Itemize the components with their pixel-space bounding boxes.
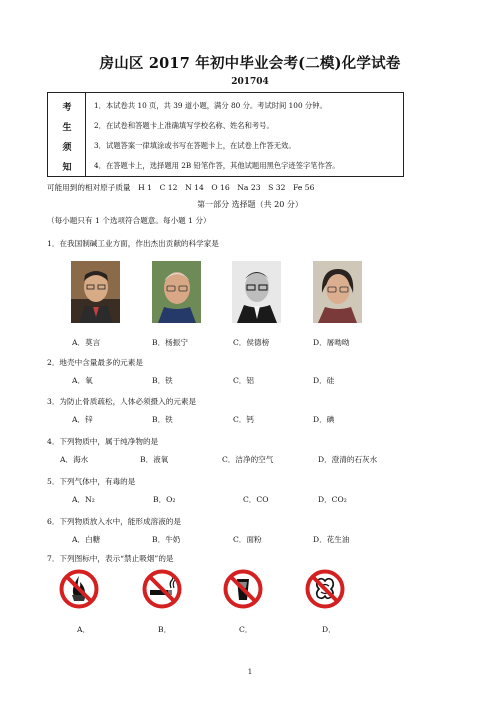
exam-title: 房山区 2017 年初中毕业会考(二模)化学试卷 — [99, 55, 401, 72]
q3-option-c: C．钙 — [233, 415, 254, 424]
question-6-stem: 6．下列物质放入水中，能形成溶液的是 — [47, 517, 181, 526]
notice-item: 4．在答题卡上，选择题用 2B 铅笔作答，其他试题用黑色字迹签字笔作答。 — [94, 161, 340, 170]
q1-option-a: A．莫言 — [72, 338, 101, 347]
q3-option-d: D．碘 — [313, 415, 335, 424]
page-number: 1 — [247, 668, 253, 676]
no-hazard-icon — [304, 568, 346, 610]
q6-option-a: A．白糖 — [72, 535, 101, 544]
exam-date: 201704 — [231, 77, 269, 87]
q4-option-a: A．海水 — [60, 455, 89, 464]
question-4-stem: 4．下列物质中，属于纯净物的是 — [47, 437, 159, 446]
q7-option-c: C． — [239, 625, 253, 634]
q5-option-b: B．O₂ — [153, 495, 176, 504]
question-3-stem: 3．为防止骨质疏松，人体必须摄入的元素是 — [47, 397, 197, 406]
no-smoking-icon — [141, 568, 183, 610]
q7-option-b: B． — [158, 625, 172, 634]
q4-option-d: D．澄清的石灰水 — [318, 455, 378, 464]
q7-option-a: A． — [77, 625, 91, 634]
notice-label-char: 考 — [62, 103, 72, 113]
question-5-stem: 5．下列气体中，有毒的是 — [47, 477, 136, 486]
portrait-mo-yan — [71, 261, 120, 323]
q2-option-c: C．铝 — [233, 376, 254, 385]
q2-option-a: A．氧 — [72, 376, 93, 385]
q4-option-c: C．洁净的空气 — [222, 455, 274, 464]
q4-option-b: B．液氧 — [140, 455, 169, 464]
q3-option-a: A．锌 — [72, 415, 93, 424]
q5-option-a: A．N₂ — [72, 495, 95, 504]
q2-option-d: D．硅 — [313, 376, 335, 385]
q1-option-b: B．杨振宁 — [152, 338, 188, 347]
notice-item: 3．试题答案一律填涂或书写在答题卡上，在试卷上作答无效。 — [94, 141, 296, 150]
portrait-hou-debang — [232, 261, 281, 323]
notice-label-char: 生 — [62, 123, 72, 133]
atomic-masses: 可能用到的相对原子质量 H 1 C 12 N 14 O 16 Na 23 S 32 Fe 56 — [47, 183, 315, 192]
part1-instruction: （每小题只有 1 个选项符合题意。每小题 1 分） — [47, 216, 211, 225]
q2-option-b: B．铁 — [152, 376, 173, 385]
notice-label-column — [48, 93, 86, 176]
no-fire-icon — [58, 568, 100, 610]
notice-box — [47, 92, 404, 177]
q3-option-b: B．铁 — [152, 415, 173, 424]
portrait-yang-zhenning — [152, 261, 201, 323]
q6-option-c: C．面粉 — [233, 535, 262, 544]
notice-label-char: 须 — [62, 143, 72, 153]
question-2-stem: 2．地壳中含量最多的元素是 — [47, 358, 143, 367]
q6-option-b: B．牛奶 — [152, 535, 181, 544]
question-1-stem: 1．在我国制碱工业方面，作出杰出贡献的科学家是 — [47, 239, 219, 248]
q6-option-d: D．花生油 — [313, 535, 350, 544]
q5-option-c: C．CO — [243, 495, 269, 504]
portrait-tu-youyou — [313, 261, 362, 323]
q5-option-d: D．CO₂ — [318, 495, 347, 504]
notice-label-char: 知 — [62, 163, 72, 173]
notice-item: 1．本试卷共 10 页，共 39 道小题，满分 80 分。考试时间 100 分钟。 — [94, 101, 327, 110]
q7-option-d: D． — [322, 625, 336, 634]
question-7-stem: 7．下列图标中，表示“禁止吸烟”的是 — [47, 554, 174, 563]
part1-title: 第一部分 选择题（共 20 分） — [197, 200, 303, 209]
notice-item: 2．在试卷和答题卡上准确填写学校名称、姓名和考号。 — [94, 121, 274, 130]
q1-option-d: D．屠呦呦 — [313, 338, 350, 347]
no-drinking-water-icon — [222, 568, 264, 610]
q1-option-c: C．侯德榜 — [233, 338, 270, 347]
